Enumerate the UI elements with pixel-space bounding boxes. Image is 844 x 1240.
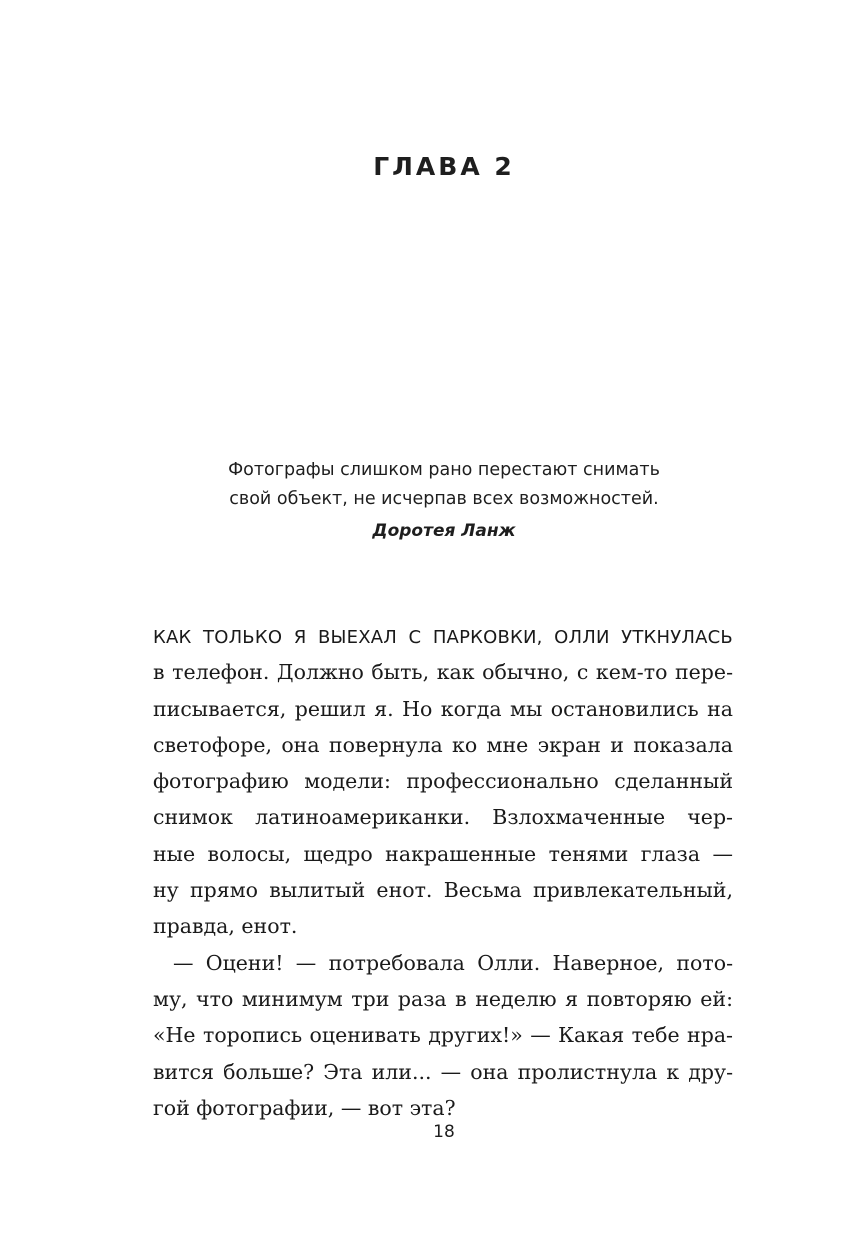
body-line: правда, енот. — [153, 914, 298, 939]
chapter-title: ГЛАВА 2 — [373, 152, 515, 181]
aperture-blade — [418, 336, 535, 401]
chapter-body — [153, 618, 733, 1126]
body-line: фотографию модели: профессионально сделанный — [153, 769, 733, 794]
body-line: «Не торопись оценивать других!» — Какая тебе нра- — [153, 1023, 733, 1048]
body-line: снимок латиноамериканки. Взлохмаченные чер- — [153, 805, 733, 830]
body-line: вится больше? Эта или... — она пролистнула к дру- — [153, 1059, 733, 1084]
body-line: в телефон. Должно быть, как обычно, с кем-то пере- — [153, 660, 733, 685]
lead-caps: КАК ТОЛЬКО Я ВЫЕХАЛ С ПАРКОВКИ, ОЛЛИ УТКНУЛАСЬ — [153, 627, 733, 648]
body-line — [153, 618, 733, 654]
epigraph-author: Доротея Ланж — [372, 521, 516, 541]
body-line: ные волосы, щедро накрашенные тенями глаза — — [153, 841, 733, 866]
body-line: светофоре, она повернула ко мне экран и показала — [153, 732, 733, 757]
body-line: — Оцени! — потребовала Олли. Наверное, пото- — [173, 950, 733, 975]
body-line: гой фотографии, — вот эта? — [153, 1095, 456, 1120]
epigraph-line: свой объект, не исчерпав всех возможностей. — [229, 489, 659, 509]
aperture-blade — [353, 219, 470, 284]
body-line: му, что минимум три раза в неделю я повторяю ей: — [153, 986, 733, 1011]
epigraph — [0, 456, 844, 514]
page-number: 18 — [433, 1122, 455, 1142]
body-line: писывается, решил я. Но когда мы остановились на — [153, 696, 733, 721]
epigraph-line: Фотографы слишком рано перестают снимать — [228, 460, 660, 480]
camera-aperture-icon — [353, 219, 535, 401]
body-line: ну прямо вылитый енот. Весьма привлекательный, — [153, 878, 733, 903]
